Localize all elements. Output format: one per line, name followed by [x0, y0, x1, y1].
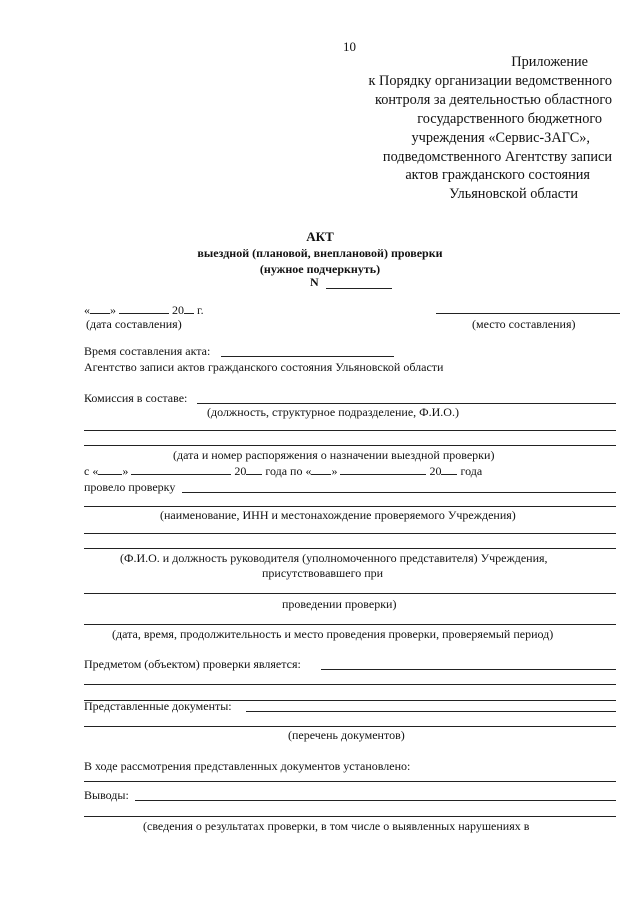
- month-blank[interactable]: [119, 302, 169, 314]
- period-month1-blank[interactable]: [131, 463, 231, 475]
- time-line[interactable]: [221, 356, 394, 357]
- period-field[interactable]: [84, 463, 482, 478]
- conclusions-line[interactable]: [135, 800, 616, 801]
- act-title: АКТ: [306, 229, 334, 244]
- act-number-label: N: [310, 275, 319, 289]
- established-line[interactable]: [84, 781, 616, 782]
- act-subtitle: выездной (плановой, внеплановой) проверки: [197, 246, 443, 260]
- inspection-caption: (дата, время, продолжительность и место проведения проверки, проверяемый период): [112, 627, 554, 641]
- conclusions-line-2[interactable]: [84, 816, 616, 817]
- appendix-line: к Порядку организации ведомственного: [368, 73, 612, 89]
- period-year1-blank[interactable]: [246, 463, 262, 475]
- commission-label: Комиссия в составе:: [84, 391, 188, 405]
- page-number: 10: [343, 39, 356, 54]
- subject-line-2[interactable]: [84, 684, 616, 685]
- appendix-line: контроля за деятельностью областного: [375, 92, 612, 108]
- quote-close: »: [110, 303, 116, 317]
- institution-caption: (наименование, ИНН и местонахождение проверяемого Учреждения): [160, 508, 516, 522]
- quote-open: «: [84, 303, 90, 317]
- period-year2: 20: [429, 464, 442, 478]
- head-caption-3: проведении проверки): [282, 597, 397, 611]
- order-line[interactable]: [84, 445, 616, 446]
- appendix-line: подведомственного Агентству записи: [382, 149, 612, 165]
- time-label: Время составления акта:: [84, 344, 211, 358]
- subject-label: Предметом (объектом) проверки является:: [84, 657, 301, 671]
- period-quote: »: [122, 464, 129, 478]
- period-year1: 20: [234, 464, 247, 478]
- head-line-1[interactable]: [84, 533, 616, 534]
- act-hint: (нужное подчеркнуть): [259, 262, 381, 276]
- appendix-line: Приложение: [511, 54, 588, 70]
- agency-name: Агентство записи актов гражданского состояния Ульяновской области: [84, 360, 444, 374]
- head-caption-1: (Ф.И.О. и должность руководителя (уполномоченного представителя) Учреждения,: [120, 551, 548, 565]
- commission-line[interactable]: [197, 403, 616, 404]
- period-year2-blank[interactable]: [441, 463, 457, 475]
- year-suffix: г.: [197, 303, 204, 317]
- appendix-line: актов гражданского состояния: [405, 167, 590, 183]
- day-blank[interactable]: [90, 302, 110, 314]
- subject-line[interactable]: [321, 669, 616, 670]
- order-caption: (дата и номер распоряжения о назначении выездной проверки): [173, 448, 495, 462]
- appendix-line: государственного бюджетного: [417, 111, 602, 127]
- established-label: В ходе рассмотрения представленных документов установлено:: [84, 759, 411, 773]
- period-month2-blank[interactable]: [340, 463, 426, 475]
- place-line[interactable]: [436, 313, 620, 314]
- appendix-line: Ульяновской области: [449, 186, 578, 202]
- head-line-2[interactable]: [84, 548, 616, 549]
- conducted-label: провело проверку: [84, 480, 176, 494]
- documents-line[interactable]: [246, 711, 616, 712]
- period-day1-blank[interactable]: [98, 463, 122, 475]
- date-field[interactable]: [84, 302, 204, 317]
- commission-line-2[interactable]: [84, 430, 616, 431]
- appendix-line: учреждения «Сервис-ЗАГС»,: [411, 130, 590, 146]
- head-line-3[interactable]: [84, 593, 616, 594]
- results-caption: (сведения о результатах проверки, в том числе о выявленных нарушениях в: [143, 819, 530, 833]
- period-quote: »: [331, 464, 338, 478]
- commission-caption: (должность, структурное подразделение, Ф.И.О.): [207, 405, 459, 419]
- conducted-line[interactable]: [182, 492, 616, 493]
- date-caption: (дата составления): [86, 317, 182, 331]
- period-day2-blank[interactable]: [311, 463, 331, 475]
- place-caption: (место составления): [472, 317, 576, 331]
- period-end: года: [460, 464, 483, 478]
- institution-line[interactable]: [84, 506, 616, 507]
- act-number-line[interactable]: [326, 288, 392, 289]
- period-mid: года по «: [265, 464, 312, 478]
- documents-caption: (перечень документов): [288, 728, 405, 742]
- documents-line-2[interactable]: [84, 726, 616, 727]
- inspection-line[interactable]: [84, 624, 616, 625]
- documents-label: Представленные документы:: [84, 699, 232, 713]
- conclusions-label: Выводы:: [84, 788, 129, 802]
- head-caption-2: присутствовавшего при: [262, 566, 384, 580]
- year-prefix: 20: [172, 303, 184, 317]
- year-blank[interactable]: [184, 302, 194, 314]
- period-from: с «: [84, 464, 99, 478]
